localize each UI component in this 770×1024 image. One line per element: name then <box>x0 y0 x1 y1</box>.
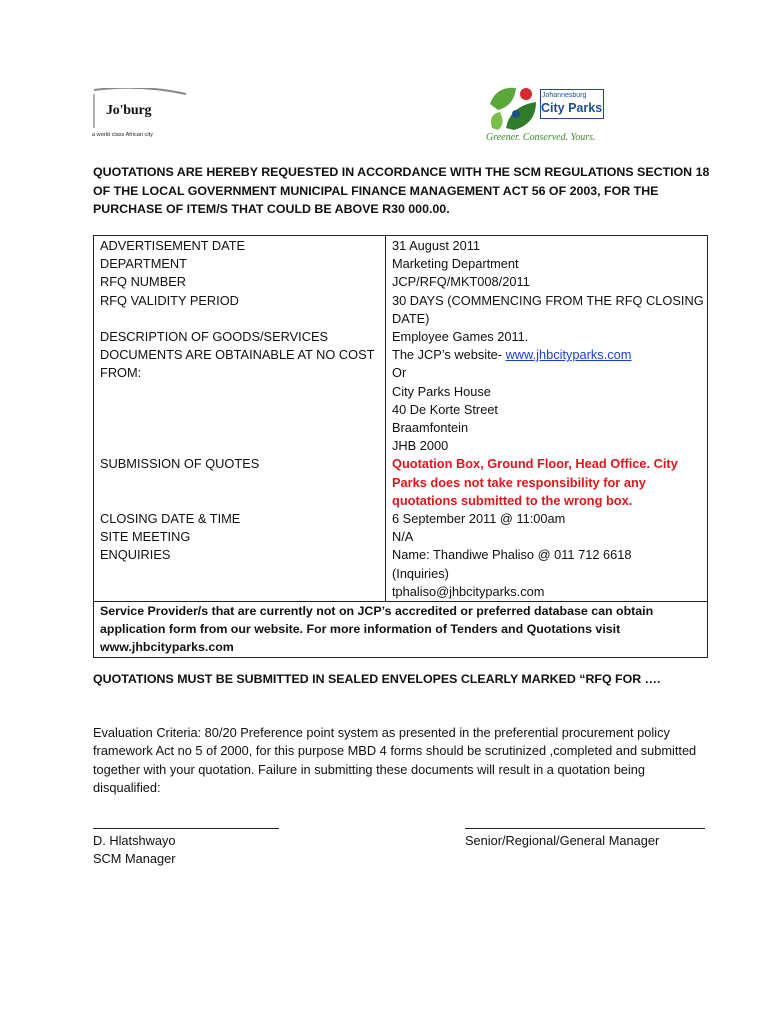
validity-label: RFQ VALIDITY PERIOD <box>94 292 386 328</box>
sealed-envelopes-notice: QUOTATIONS MUST BE SUBMITTED IN SEALED ENVELOPES CLEARLY MARKED “RFQ FOR …. <box>93 672 661 686</box>
table-row <box>94 273 708 291</box>
table-row <box>94 328 708 346</box>
rfq-details-table <box>93 235 708 658</box>
table-row <box>94 236 708 256</box>
right-signatory-title: Senior/Regional/General Manager <box>465 833 660 848</box>
department-label: DEPARTMENT <box>94 255 386 273</box>
enquiries-email: tphaliso@jhbcityparks.com <box>392 583 545 599</box>
left-signatory-name: D. Hlatshwayo <box>93 833 176 848</box>
joburg-logo <box>92 88 188 142</box>
left-signature-line <box>93 828 279 829</box>
enquiries-value <box>386 546 708 601</box>
documents-label: DOCUMENTS ARE OBTAINABLE AT NO COST FROM: <box>94 346 386 455</box>
right-signatory <box>465 832 659 850</box>
enquiries-line: (Inquiries) <box>392 565 449 581</box>
table-row <box>94 602 708 658</box>
evaluation-criteria-paragraph: Evaluation Criteria: 80/20 Preference point system as presented in the preferential procurement policy framework Act no 5 of 2000, for this purpose MBD 4 forms should be scrutinized ,completed and submitted together with your quotation. Failure in submitting these documents will result in a quotation being disqualified: <box>93 725 697 795</box>
intro-paragraph: QUOTATIONS ARE HEREBY REQUESTED IN ACCORDANCE WITH THE SCM REGULATIONS SECTION 18 OF THE LOCAL GOVERNMENT MUNICIPAL FINANCE MANAGEMENT ACT 56 OF 2003, FOR THE PURCHASE OF ITEM/S THAT COULD BE ABOVE R30 000.00. <box>93 165 710 216</box>
documents-prefix: The JCP’s website- <box>392 347 506 363</box>
documents-value <box>386 346 708 455</box>
documents-line: Braamfontein <box>392 420 469 436</box>
closing-value: 6 September 2011 @ 11:00am <box>386 510 708 528</box>
documents-line: JHB 2000 <box>392 438 449 454</box>
documents-line: 40 De Korte Street <box>392 401 498 417</box>
advertisement-date-label: ADVERTISEMENT DATE <box>94 236 386 256</box>
documents-line: City Parks House <box>392 383 491 399</box>
right-signature-line <box>465 828 705 829</box>
service-provider-note: Service Provider/s that are currently not on JCP’s accredited or preferred database can obtain application form from our website. For more information of Tenders and Quotations visit www.jhbcityparks.com <box>94 602 708 658</box>
table-row <box>94 455 708 510</box>
city-parks-logo-small-text: Johannesburg <box>542 92 587 99</box>
table-row <box>94 255 708 273</box>
left-signatory <box>93 832 176 869</box>
table-row <box>94 546 708 601</box>
table-row <box>94 528 708 546</box>
city-parks-logo-text: City Parks <box>541 101 603 115</box>
advertisement-date-value: 31 August 2011 <box>386 236 708 256</box>
joburg-logo-text: Jo'burg <box>106 103 152 118</box>
table-row <box>94 292 708 328</box>
validity-value: 30 DAYS (COMMENCING FROM THE RFQ CLOSING DATE) <box>386 292 708 328</box>
enquiries-label: ENQUIRIES <box>94 546 386 601</box>
rfq-number-value: JCP/RFQ/MKT008/2011 <box>386 273 708 291</box>
table-row <box>94 510 708 528</box>
left-signatory-title: SCM Manager <box>93 851 176 867</box>
joburg-logo-tagline: a world class African city <box>92 132 153 138</box>
description-value: Employee Games 2011. <box>386 328 708 346</box>
site-meeting-value: N/A <box>386 528 708 546</box>
site-meeting-label: SITE MEETING <box>94 528 386 546</box>
city-parks-logo <box>484 84 614 146</box>
description-label: DESCRIPTION OF GOODS/SERVICES <box>94 328 386 346</box>
submission-label: SUBMISSION OF QUOTES <box>94 455 386 510</box>
table-row <box>94 346 708 455</box>
department-value: Marketing Department <box>386 255 708 273</box>
closing-label: CLOSING DATE & TIME <box>94 510 386 528</box>
submission-value: Quotation Box, Ground Floor, Head Office. City Parks does not take responsibility for any quotations submitted to the wrong box. <box>386 455 708 510</box>
city-parks-tagline: Greener. Conserved. Yours. <box>486 132 596 143</box>
leaf-emblem-icon <box>486 84 542 132</box>
enquiries-line: Name: Thandiwe Phaliso @ 011 712 6618 <box>392 547 632 563</box>
documents-line: Or <box>392 365 407 381</box>
rfq-number-label: RFQ NUMBER <box>94 273 386 291</box>
website-link[interactable]: www.jhbcityparks.com <box>505 347 632 363</box>
